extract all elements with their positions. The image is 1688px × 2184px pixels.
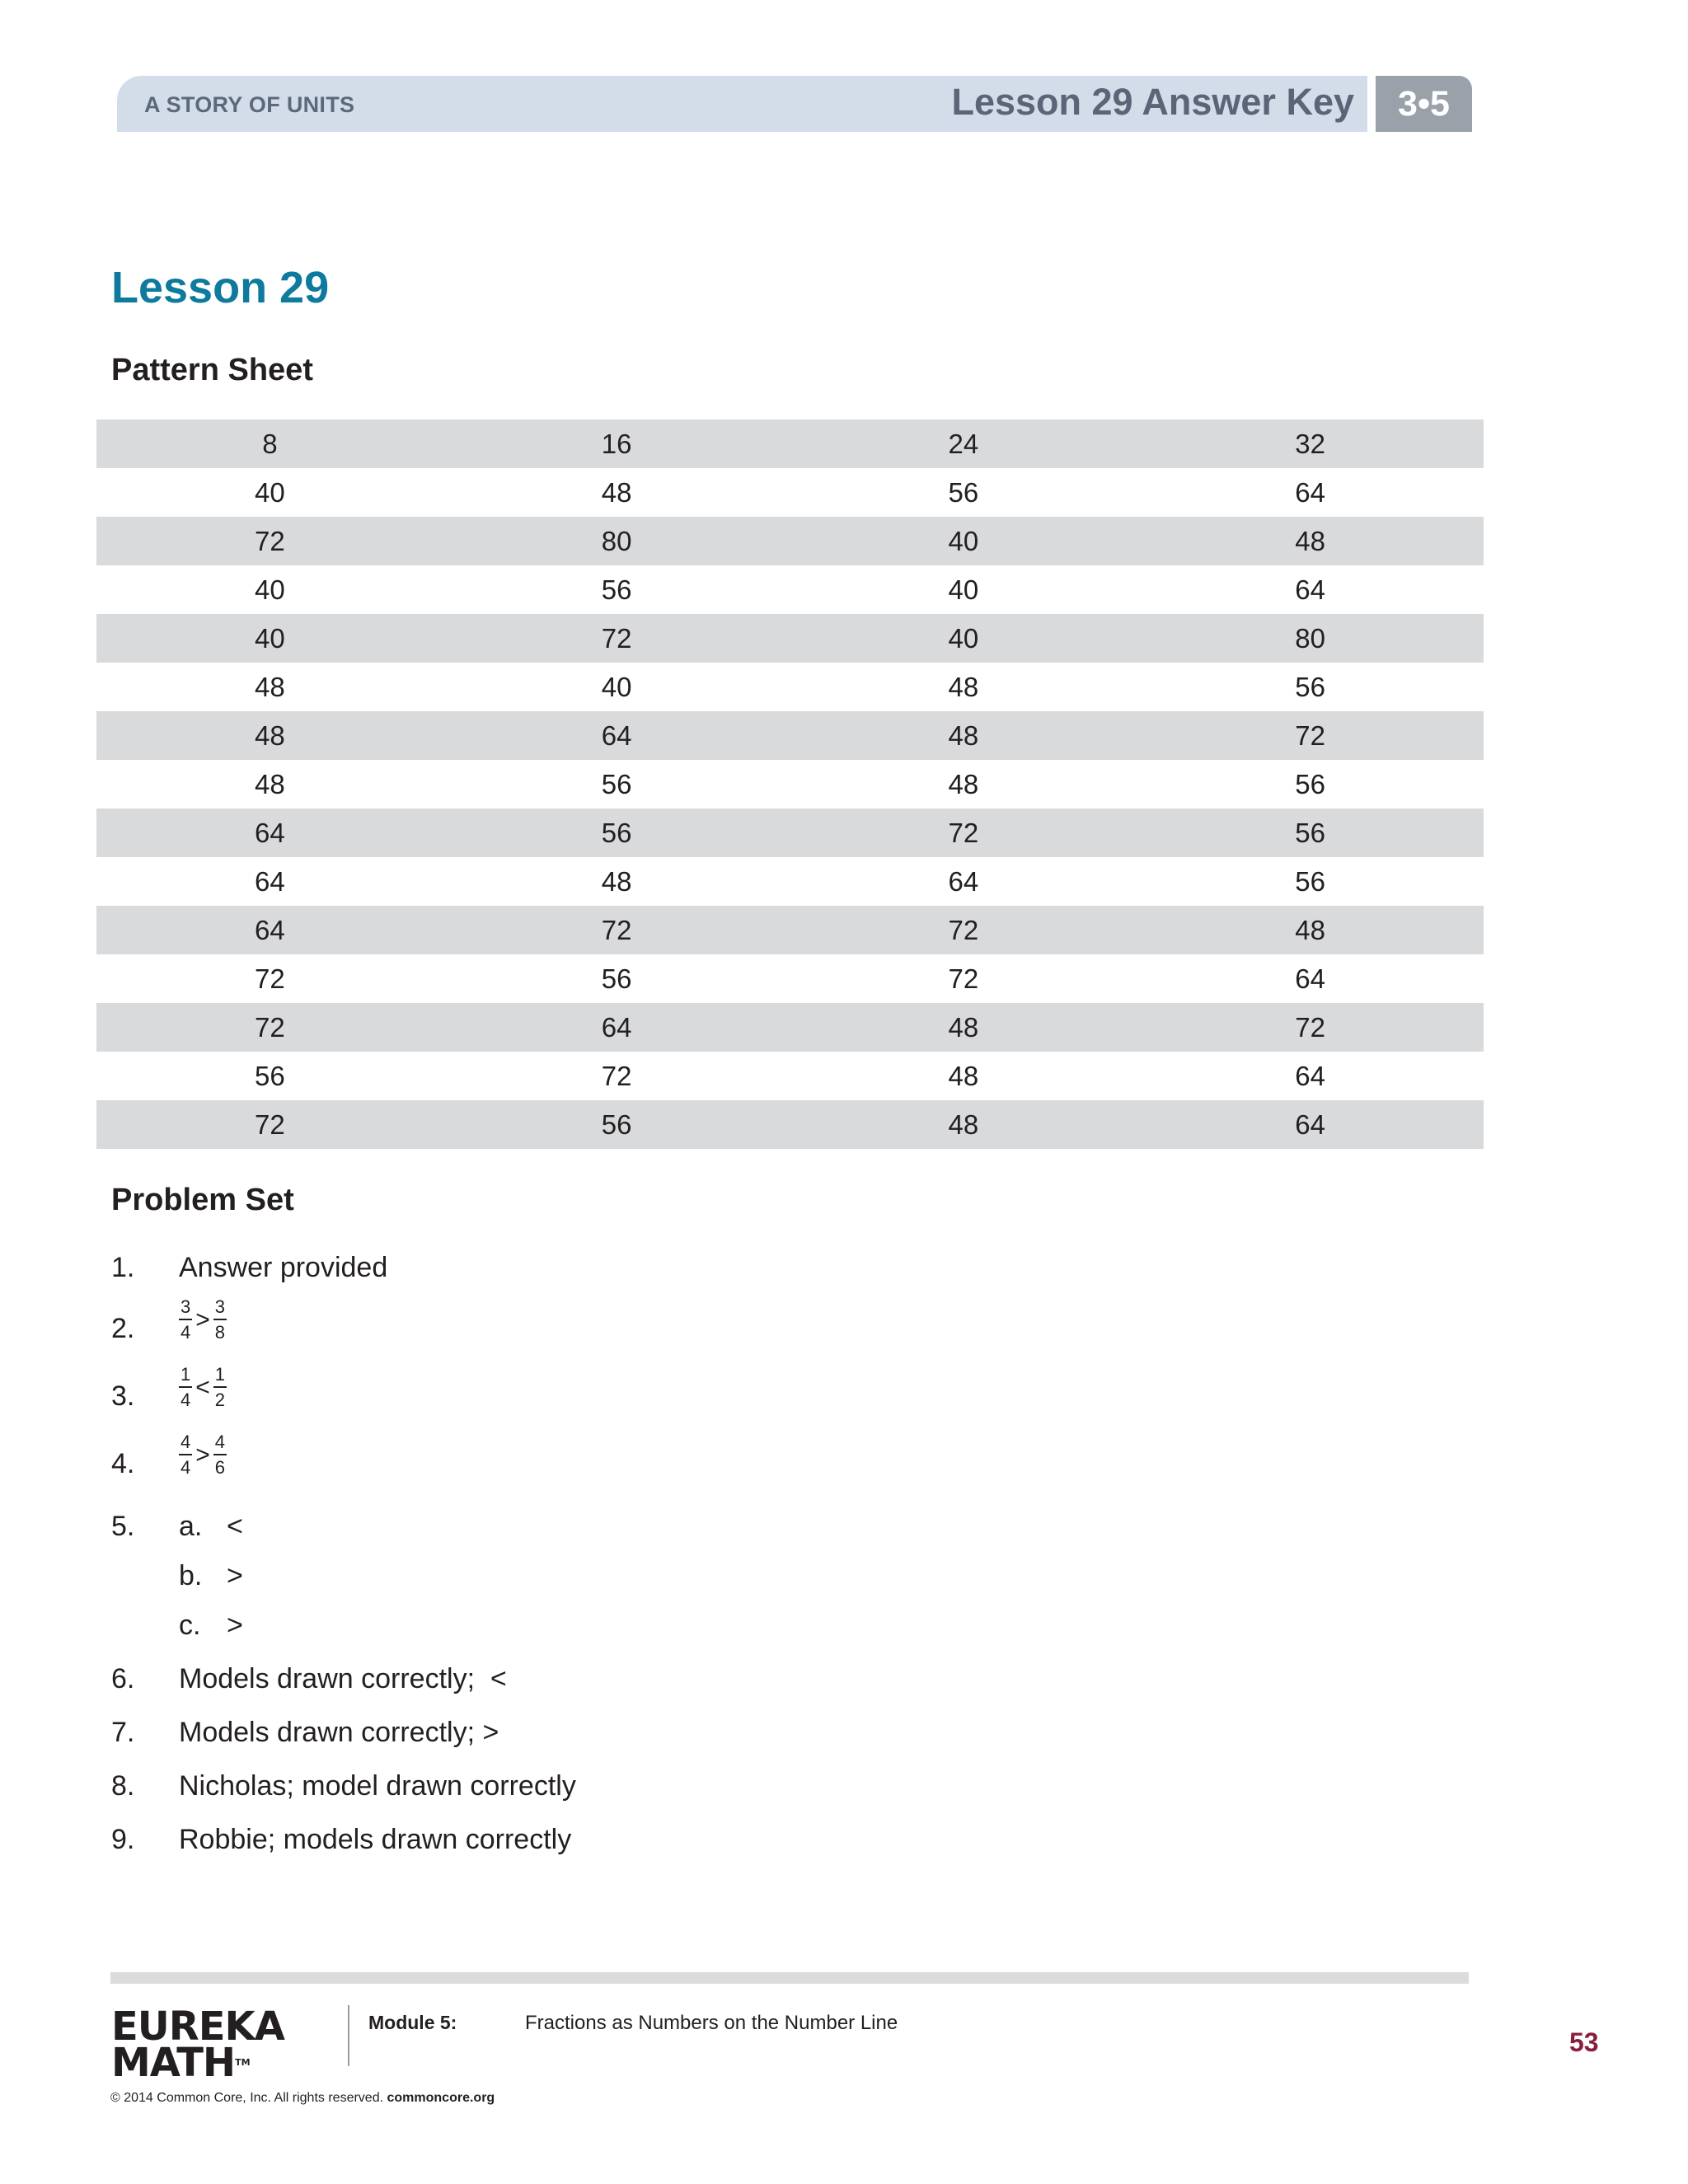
fraction bbox=[179, 1366, 192, 1409]
logo-line-2 bbox=[111, 2040, 284, 2086]
part-answer: > bbox=[227, 1610, 243, 1641]
problem-number: 7. bbox=[111, 1717, 135, 1748]
table-cell: 48 bbox=[948, 671, 979, 702]
fraction bbox=[179, 1433, 192, 1477]
table-cell: 56 bbox=[601, 574, 632, 605]
part-answer: > bbox=[227, 1560, 243, 1591]
table-row bbox=[96, 419, 1484, 468]
pattern-sheet-heading: Pattern Sheet bbox=[111, 353, 313, 387]
fraction-comparison bbox=[179, 1433, 227, 1477]
page-number: 53 bbox=[1569, 2027, 1599, 2057]
table-cell: 56 bbox=[255, 1060, 285, 1091]
table-cell: 72 bbox=[948, 914, 979, 945]
table-cell: 24 bbox=[948, 428, 979, 459]
table-row bbox=[96, 808, 1484, 857]
table-cell: 72 bbox=[948, 963, 979, 994]
module-label: Module 5: bbox=[368, 2012, 457, 2033]
part-letter: c. bbox=[179, 1610, 201, 1641]
numerator: 1 bbox=[213, 1366, 227, 1388]
table-cell: 48 bbox=[255, 768, 285, 799]
problem-number: 4. bbox=[111, 1448, 135, 1479]
table-cell: 48 bbox=[1295, 525, 1325, 556]
table-cell: 56 bbox=[601, 1108, 632, 1140]
problem-answer: Answer provided bbox=[179, 1252, 388, 1283]
problem-5-part-b bbox=[179, 1560, 243, 1592]
table-cell: 72 bbox=[255, 525, 285, 556]
table-cell: 56 bbox=[601, 963, 632, 994]
table-cell: 40 bbox=[255, 476, 285, 508]
table-cell: 72 bbox=[1295, 719, 1325, 751]
problem-answer: Models drawn correctly; < bbox=[179, 1663, 507, 1694]
copyright-notice bbox=[110, 2091, 495, 2106]
table-cell: 40 bbox=[948, 622, 979, 654]
table-cell: 72 bbox=[255, 1011, 285, 1043]
fraction bbox=[213, 1298, 227, 1342]
table-cell: 64 bbox=[601, 1011, 632, 1043]
footer-divider bbox=[348, 2005, 349, 2066]
table-row bbox=[96, 565, 1484, 614]
table-cell: 64 bbox=[1295, 1060, 1325, 1091]
numerator: 3 bbox=[179, 1298, 192, 1320]
table-cell: 64 bbox=[948, 865, 979, 897]
table-cell: 16 bbox=[601, 428, 632, 459]
table-cell: 48 bbox=[948, 1011, 979, 1043]
part-answer: < bbox=[227, 1511, 243, 1542]
table-row bbox=[96, 760, 1484, 808]
table-cell: 48 bbox=[948, 1060, 979, 1091]
table-row bbox=[96, 1100, 1484, 1149]
table-cell: 48 bbox=[948, 768, 979, 799]
table-row bbox=[96, 614, 1484, 663]
module-title: Fractions as Numbers on the Number Line bbox=[525, 2012, 898, 2034]
copyright-text: © 2014 Common Core, Inc. All rights reserved. bbox=[110, 2091, 384, 2105]
part-letter: b. bbox=[179, 1560, 203, 1591]
grade-module-tab: 3•5 bbox=[1376, 76, 1472, 132]
problem-number: 8. bbox=[111, 1770, 135, 1802]
table-cell: 56 bbox=[601, 768, 632, 799]
table-cell: 48 bbox=[601, 476, 632, 508]
numerator: 1 bbox=[179, 1366, 192, 1388]
table-cell: 64 bbox=[1295, 963, 1325, 994]
comparison-symbol: > bbox=[195, 1305, 210, 1333]
copyright-site-link[interactable]: commoncore.org bbox=[387, 2091, 495, 2105]
table-cell: 40 bbox=[255, 574, 285, 605]
table-cell: 64 bbox=[1295, 574, 1325, 605]
denominator: 8 bbox=[214, 1322, 226, 1343]
problem-number: 6. bbox=[111, 1663, 135, 1694]
logo-word: MATH bbox=[111, 2040, 236, 2086]
table-row bbox=[96, 857, 1484, 906]
table-cell: 48 bbox=[1295, 914, 1325, 945]
eureka-math-logo bbox=[111, 2004, 284, 2086]
table-row bbox=[96, 954, 1484, 1003]
table-cell: 64 bbox=[601, 719, 632, 751]
table-cell: 56 bbox=[1295, 671, 1325, 702]
table-cell: 72 bbox=[601, 622, 632, 654]
fraction bbox=[179, 1298, 192, 1342]
comparison-symbol: < bbox=[195, 1373, 210, 1401]
table-cell: 32 bbox=[1295, 428, 1325, 459]
denominator: 4 bbox=[181, 1390, 191, 1410]
problem-set-heading: Problem Set bbox=[111, 1183, 294, 1217]
denominator: 2 bbox=[214, 1390, 226, 1410]
problem-number: 1. bbox=[111, 1252, 135, 1283]
fraction bbox=[213, 1366, 227, 1409]
problem-5-part-a bbox=[179, 1511, 243, 1543]
comparison-symbol: > bbox=[195, 1441, 210, 1469]
table-cell: 40 bbox=[255, 622, 285, 654]
numerator: 4 bbox=[213, 1433, 227, 1455]
problem-5-part-c bbox=[179, 1610, 243, 1642]
logo-line-1: EUREKA bbox=[111, 2004, 284, 2050]
table-cell: 64 bbox=[255, 817, 285, 848]
table-cell: 48 bbox=[601, 865, 632, 897]
table-row bbox=[96, 1003, 1484, 1052]
table-row bbox=[96, 711, 1484, 760]
table-cell: 72 bbox=[1295, 1011, 1325, 1043]
problem-answer: Nicholas; model drawn correctly bbox=[179, 1770, 576, 1802]
table-cell: 48 bbox=[255, 671, 285, 702]
table-cell: 56 bbox=[948, 476, 979, 508]
footer-rule bbox=[110, 1972, 1469, 1984]
table-row bbox=[96, 468, 1484, 517]
table-cell: 48 bbox=[948, 719, 979, 751]
problem-number: 5. bbox=[111, 1511, 135, 1542]
table-cell: 72 bbox=[601, 914, 632, 945]
table-cell: 48 bbox=[948, 1108, 979, 1140]
table-cell: 56 bbox=[1295, 768, 1325, 799]
table-cell: 72 bbox=[255, 1108, 285, 1140]
table-row bbox=[96, 517, 1484, 565]
table-cell: 64 bbox=[1295, 476, 1325, 508]
answer-key-title: Lesson 29 Answer Key bbox=[951, 81, 1354, 123]
table-cell: 48 bbox=[255, 719, 285, 751]
problem-number: 2. bbox=[111, 1313, 135, 1344]
table-cell: 80 bbox=[1295, 622, 1325, 654]
part-letter: a. bbox=[179, 1511, 203, 1542]
lesson-title: Lesson 29 bbox=[111, 263, 330, 312]
table-cell: 56 bbox=[1295, 817, 1325, 848]
table-row bbox=[96, 663, 1484, 711]
table-cell: 72 bbox=[601, 1060, 632, 1091]
series-name: A STORY OF UNITS bbox=[144, 92, 355, 117]
denominator: 6 bbox=[214, 1457, 226, 1478]
problem-answer: Models drawn correctly; > bbox=[179, 1717, 499, 1748]
table-cell: 64 bbox=[1295, 1108, 1325, 1140]
table-cell: 40 bbox=[948, 574, 979, 605]
table-cell: 64 bbox=[255, 914, 285, 945]
table-row bbox=[96, 906, 1484, 954]
fraction-comparison bbox=[179, 1298, 227, 1342]
table-cell: 56 bbox=[601, 817, 632, 848]
denominator: 4 bbox=[181, 1457, 191, 1478]
denominator: 4 bbox=[181, 1322, 191, 1343]
table-cell: 8 bbox=[262, 428, 278, 459]
table-cell: 40 bbox=[601, 671, 632, 702]
fraction-comparison bbox=[179, 1366, 227, 1409]
problem-number: 9. bbox=[111, 1824, 135, 1855]
problem-number: 3. bbox=[111, 1380, 135, 1412]
numerator: 4 bbox=[179, 1433, 192, 1455]
table-row bbox=[96, 1052, 1484, 1100]
numerator: 3 bbox=[213, 1298, 227, 1320]
problem-answer: Robbie; models drawn correctly bbox=[179, 1824, 572, 1855]
trademark-mark: TM bbox=[235, 2057, 251, 2068]
fraction bbox=[213, 1433, 227, 1477]
table-cell: 80 bbox=[601, 525, 632, 556]
table-cell: 64 bbox=[255, 865, 285, 897]
table-cell: 72 bbox=[255, 963, 285, 994]
table-cell: 56 bbox=[1295, 865, 1325, 897]
pattern-sheet-table bbox=[96, 419, 1484, 1149]
table-cell: 40 bbox=[948, 525, 979, 556]
table-cell: 72 bbox=[948, 817, 979, 848]
